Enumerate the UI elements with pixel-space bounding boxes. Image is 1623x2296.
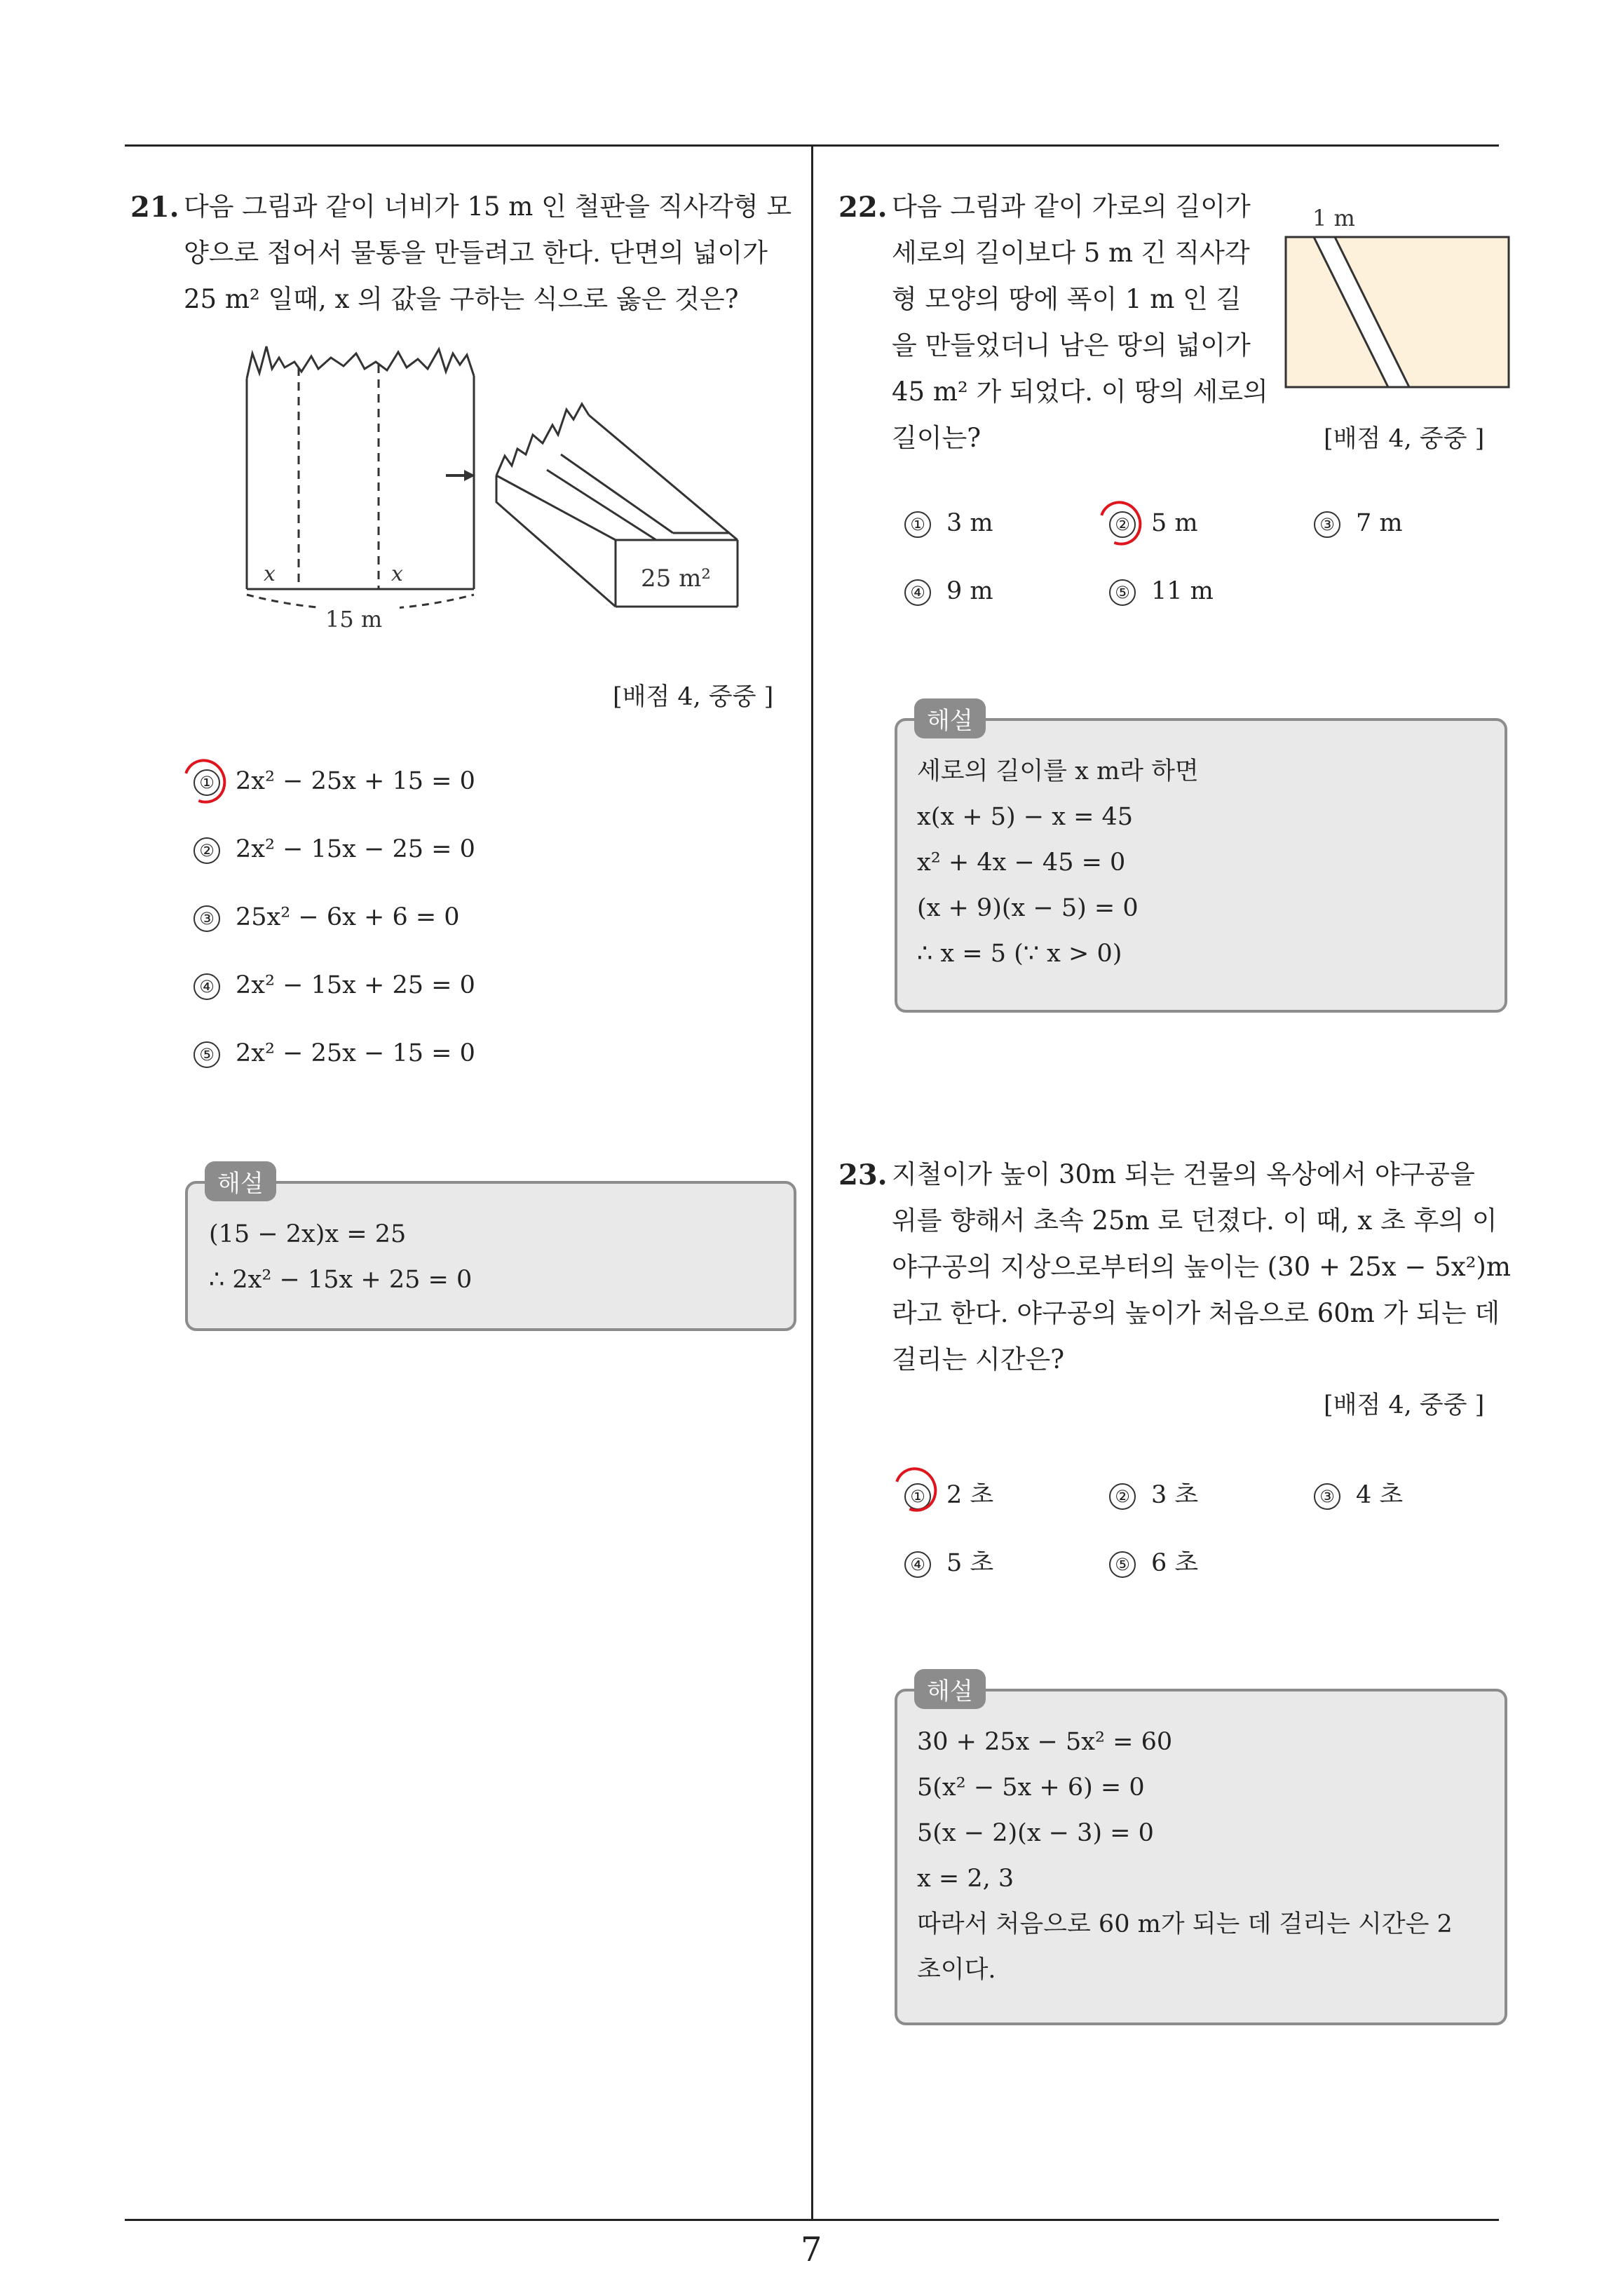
q23-text-line: 야구공의 지상으로부터의 높이는 (30 + 25x − 5x²)m	[892, 1252, 1511, 1282]
choice-text: 2x² − 25x − 15 = 0	[236, 1039, 475, 1067]
choice-number: ⑤	[1109, 1551, 1136, 1578]
bottom-rule	[125, 2219, 1499, 2221]
q21-points: [배점 4, 중중 ]	[613, 683, 774, 711]
q22-choice-5[interactable]	[1109, 577, 1214, 606]
q23-choice-3[interactable]	[1314, 1475, 1403, 1511]
choice-number: ①	[193, 769, 220, 796]
solution-line: ∴ x = 5 (∵ x > 0)	[917, 940, 1122, 968]
q23-choice-4[interactable]	[904, 1544, 993, 1579]
choice-number: ④	[193, 973, 220, 1000]
choice-text: 6 초	[1151, 1549, 1199, 1577]
q22-text-line: 을 만들었더니 남은 땅의 넓이가	[892, 330, 1251, 360]
q23-text-line: 라고 한다. 야구공의 높이가 처음으로 60m 가 되는 데	[892, 1298, 1500, 1328]
solution-line: 5(x − 2)(x − 3) = 0	[917, 1819, 1154, 1847]
q22-choice-3[interactable]	[1314, 509, 1403, 538]
q22-answer-mark-icon	[1092, 494, 1148, 552]
choice-number: ②	[193, 837, 220, 864]
q23-number: 23.	[838, 1159, 888, 1191]
q21-text-line: 다음 그림과 같이 너비가 15 m 인 철판을 직사각형 모	[184, 191, 792, 222]
q21-solution-tag: 해설	[205, 1161, 276, 1201]
q21-text-line: 양으로 접어서 물통을 만들려고 한다. 단면의 넓이가	[184, 238, 768, 268]
choice-number: ①	[904, 1483, 931, 1510]
choice-number: ②	[1109, 511, 1136, 538]
q23-solution-tag: 해설	[914, 1669, 986, 1709]
choice-text: 9 m	[946, 577, 993, 605]
q22-figure	[1283, 199, 1514, 389]
choice-number: ⑤	[193, 1041, 220, 1068]
q21-choice-2[interactable]	[193, 835, 475, 864]
q21-answer-mark-icon	[176, 752, 233, 810]
q22-points: [배점 4, 중중 ]	[1324, 425, 1485, 453]
q22-number: 22.	[838, 191, 888, 224]
q22-choice-4[interactable]	[904, 577, 993, 606]
choice-number: ⑤	[1109, 579, 1136, 606]
solution-line: 초이다.	[917, 1956, 996, 1984]
choice-text: 2x² − 25x + 15 = 0	[236, 767, 475, 795]
q22-text-line: 형 모양의 땅에 폭이 1 m 인 길	[892, 284, 1242, 314]
choice-text: 2 초	[946, 1481, 994, 1509]
choice-text: 5 m	[1151, 509, 1198, 537]
choice-text: 5 초	[946, 1549, 994, 1577]
q22-solution-tag: 해설	[914, 698, 986, 738]
q21-question-text	[184, 184, 792, 323]
solution-line: (x + 9)(x − 5) = 0	[917, 894, 1139, 922]
q21-text-line: 25 m² 일때, x 의 값을 구하는 식으로 옳은 것은?	[184, 284, 739, 314]
arrow-icon	[446, 470, 475, 481]
solution-line: 30 + 25x − 5x² = 60	[917, 1728, 1173, 1756]
q21-choice-4[interactable]	[193, 971, 475, 1000]
q21-width-label: 15 m	[325, 606, 383, 633]
q23-choice-5[interactable]	[1109, 1544, 1198, 1579]
solution-line: (15 − 2x)x = 25	[209, 1220, 407, 1248]
choice-text: 25x² − 6x + 6 = 0	[236, 903, 460, 931]
choice-number: ④	[904, 1551, 931, 1578]
q23-choice-2[interactable]	[1109, 1475, 1198, 1511]
q23-text-line: 위를 향해서 초속 25m 로 던졌다. 이 때, x 초 후의 이	[892, 1206, 1498, 1236]
q22-solution-lines	[917, 749, 1199, 977]
solution-line: ∴ 2x² − 15x + 25 = 0	[209, 1266, 473, 1294]
choice-text: 4 초	[1356, 1481, 1404, 1509]
choice-number: ③	[193, 905, 220, 932]
column-divider	[811, 144, 813, 2220]
q21-figure	[238, 337, 757, 638]
choice-text: 2x² − 15x + 25 = 0	[236, 971, 475, 999]
q23-text-line: 지철이가 높이 30m 되는 건물의 옥상에서 야구공을	[892, 1159, 1475, 1189]
solution-line: 따라서 처음으로 60 m가 되는 데 걸리는 시간은 2	[917, 1910, 1453, 1938]
q23-text-line: 걸리는 시간은?	[892, 1344, 1065, 1375]
q22-question-text	[892, 184, 1268, 461]
solution-line: x = 2, 3	[917, 1865, 1014, 1893]
solution-line: x² + 4x − 45 = 0	[917, 849, 1126, 877]
q22-text-line: 다음 그림과 같이 가로의 길이가	[892, 191, 1251, 222]
choice-number: ③	[1314, 511, 1340, 538]
choice-text: 2x² − 15x − 25 = 0	[236, 835, 475, 863]
q22-text-line: 세로의 길이보다 5 m 긴 직사각	[892, 238, 1250, 268]
choice-text: 3 초	[1151, 1481, 1199, 1509]
solution-line: x(x + 5) − x = 45	[917, 803, 1134, 831]
q22-text-line: 45 m² 가 되었다. 이 땅의 세로의	[892, 377, 1268, 407]
solution-line: 세로의 길이를 x m라 하면	[917, 757, 1199, 785]
q22-road-label: 1 m	[1312, 205, 1355, 231]
choice-number: ④	[904, 579, 931, 606]
q21-area-label: 25 m²	[641, 565, 711, 593]
choice-number: ③	[1314, 1483, 1340, 1510]
choice-text: 11 m	[1151, 577, 1214, 605]
choice-number: ②	[1109, 1483, 1136, 1510]
choice-number: ①	[904, 511, 931, 538]
q23-points: [배점 4, 중중 ]	[1324, 1391, 1485, 1419]
q21-right-x-label: x	[391, 562, 403, 586]
q21-choice-3[interactable]	[193, 903, 460, 932]
page-number: 7	[801, 2230, 822, 2269]
choice-text: 3 m	[946, 509, 993, 537]
q21-number: 21.	[130, 191, 179, 224]
solution-line: 5(x² − 5x + 6) = 0	[917, 1774, 1145, 1802]
q21-solution-lines	[209, 1212, 472, 1303]
choice-text: 7 m	[1356, 509, 1403, 537]
q22-choice-1[interactable]	[904, 509, 993, 538]
q23-solution-lines	[917, 1720, 1453, 1993]
q21-left-x-label: x	[264, 562, 276, 586]
q21-choice-1[interactable]	[193, 767, 475, 796]
q21-flat-sheet	[247, 346, 474, 609]
q22-text-line: 길이는?	[892, 423, 982, 453]
q21-choice-5[interactable]	[193, 1039, 475, 1068]
q23-question-text	[892, 1152, 1511, 1383]
